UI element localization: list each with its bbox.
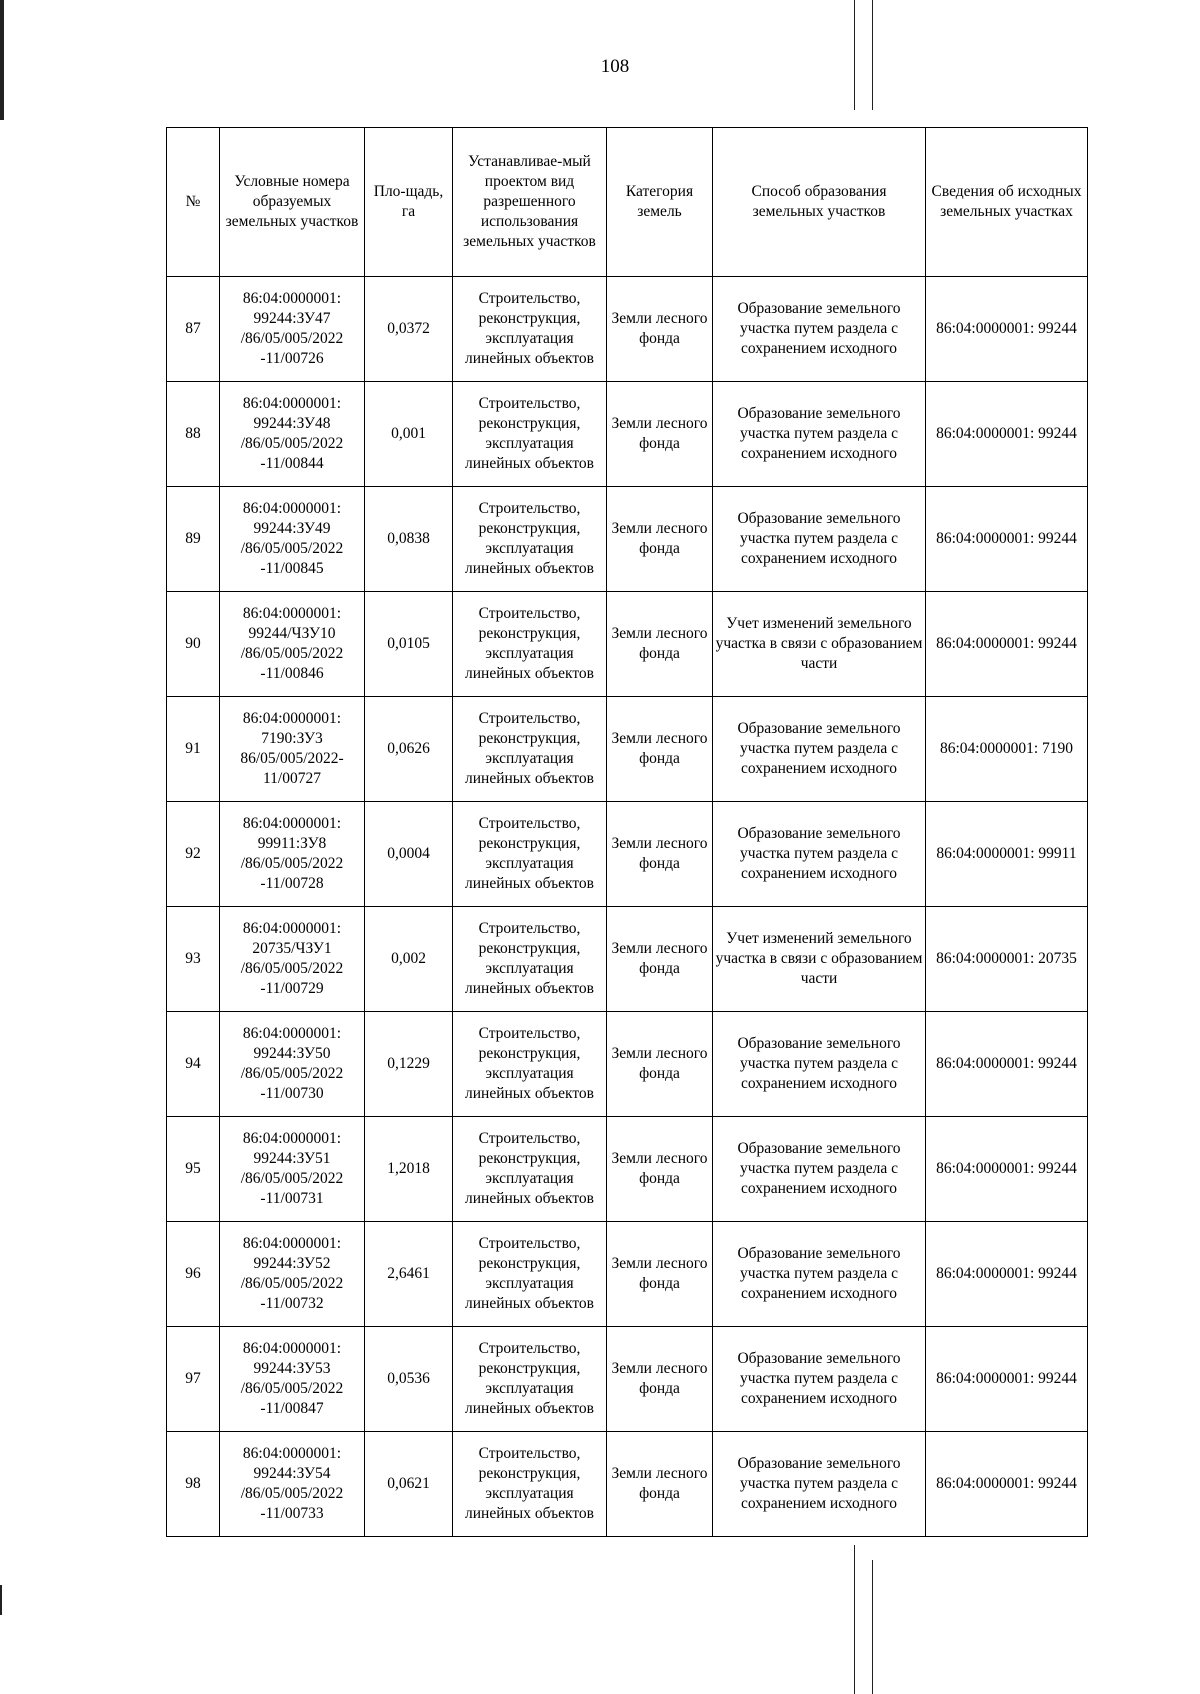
plot-area: 0,0621	[365, 1432, 453, 1537]
permitted-use: Строительство, реконструкция, эксплуатация линейных объектов	[453, 802, 607, 907]
table-row	[167, 697, 1088, 802]
plot-area: 0,0105	[365, 592, 453, 697]
scan-artifact-line	[854, 1545, 855, 1694]
scan-artifact-line	[872, 0, 873, 110]
table-row	[167, 277, 1088, 382]
plot-id: 86:04:0000001: 99244:ЗУ54 /86/05/005/2022 -11/00733	[220, 1432, 365, 1537]
row-number: 91	[167, 697, 220, 802]
header-plot-ids: Условные номера образуемых земельных участков	[220, 128, 365, 277]
formation-method: Образование земельного участка путем раздела с сохранением исходного	[713, 1327, 926, 1432]
land-category: Земли лесного фонда	[607, 1222, 713, 1327]
source-plot: 86:04:0000001: 99244	[926, 1432, 1088, 1537]
plot-id: 86:04:0000001: 99244:ЗУ52 /86/05/005/2022 -11/00732	[220, 1222, 365, 1327]
land-category: Земли лесного фонда	[607, 1117, 713, 1222]
page-number: 108	[600, 56, 630, 77]
land-category: Земли лесного фонда	[607, 907, 713, 1012]
formation-method: Образование земельного участка путем раздела с сохранением исходного	[713, 382, 926, 487]
plot-area: 0,1229	[365, 1012, 453, 1117]
plot-id: 86:04:0000001: 99244:ЗУ53 /86/05/005/2022 -11/00847	[220, 1327, 365, 1432]
plot-area: 0,001	[365, 382, 453, 487]
source-plot: 86:04:0000001: 99244	[926, 487, 1088, 592]
permitted-use: Строительство, реконструкция, эксплуатация линейных объектов	[453, 1327, 607, 1432]
formation-method: Образование земельного участка путем раздела с сохранением исходного	[713, 1117, 926, 1222]
permitted-use: Строительство, реконструкция, эксплуатация линейных объектов	[453, 1222, 607, 1327]
row-number: 97	[167, 1327, 220, 1432]
header-land-category: Категория земель	[607, 128, 713, 277]
header-permitted-use: Устанавливае-мый проектом вид разрешенного использования земельных участков	[453, 128, 607, 277]
formation-method: Образование земельного участка путем раздела с сохранением исходного	[713, 1012, 926, 1117]
row-number: 96	[167, 1222, 220, 1327]
land-category: Земли лесного фонда	[607, 1012, 713, 1117]
row-number: 87	[167, 277, 220, 382]
table-header-row	[167, 128, 1088, 277]
land-plots-table	[166, 127, 1088, 1537]
permitted-use: Строительство, реконструкция, эксплуатация линейных объектов	[453, 907, 607, 1012]
plot-id: 86:04:0000001: 99244/ЧЗУ10 /86/05/005/2022 -11/00846	[220, 592, 365, 697]
source-plot: 86:04:0000001: 99244	[926, 1222, 1088, 1327]
row-number: 92	[167, 802, 220, 907]
formation-method: Образование земельного участка путем раздела с сохранением исходного	[713, 487, 926, 592]
plot-area: 0,0626	[365, 697, 453, 802]
table-row	[167, 1012, 1088, 1117]
permitted-use: Строительство, реконструкция, эксплуатация линейных объектов	[453, 277, 607, 382]
scan-artifact-line	[0, 1585, 2, 1615]
plot-area: 0,0372	[365, 277, 453, 382]
header-formation-method: Способ образования земельных участков	[713, 128, 926, 277]
scan-artifact-line	[872, 1560, 873, 1694]
header-source-plots: Сведения об исходных земельных участках	[926, 128, 1088, 277]
plot-id: 86:04:0000001: 99244:ЗУ51 /86/05/005/2022 -11/00731	[220, 1117, 365, 1222]
plot-id: 86:04:0000001: 99244:ЗУ48 /86/05/005/2022 -11/00844	[220, 382, 365, 487]
plot-area: 0,002	[365, 907, 453, 1012]
table-row	[167, 802, 1088, 907]
permitted-use: Строительство, реконструкция, эксплуатация линейных объектов	[453, 1012, 607, 1117]
plot-area: 0,0536	[365, 1327, 453, 1432]
source-plot: 86:04:0000001: 7190	[926, 697, 1088, 802]
row-number: 94	[167, 1012, 220, 1117]
plot-id: 86:04:0000001: 20735/ЧЗУ1 /86/05/005/2022 -11/00729	[220, 907, 365, 1012]
formation-method: Учет изменений земельного участка в связи с образованием части	[713, 907, 926, 1012]
formation-method: Образование земельного участка путем раздела с сохранением исходного	[713, 277, 926, 382]
land-category: Земли лесного фонда	[607, 1327, 713, 1432]
land-category: Земли лесного фонда	[607, 592, 713, 697]
permitted-use: Строительство, реконструкция, эксплуатация линейных объектов	[453, 382, 607, 487]
source-plot: 86:04:0000001: 99244	[926, 1012, 1088, 1117]
table-row	[167, 592, 1088, 697]
plot-id: 86:04:0000001: 99244:ЗУ47 /86/05/005/2022 -11/00726	[220, 277, 365, 382]
scan-artifact-line	[854, 0, 855, 110]
land-category: Земли лесного фонда	[607, 1432, 713, 1537]
source-plot: 86:04:0000001: 99244	[926, 592, 1088, 697]
source-plot: 86:04:0000001: 99244	[926, 382, 1088, 487]
plot-id: 86:04:0000001: 99244:ЗУ49 /86/05/005/2022 -11/00845	[220, 487, 365, 592]
table-row	[167, 1222, 1088, 1327]
source-plot: 86:04:0000001: 99244	[926, 277, 1088, 382]
land-category: Земли лесного фонда	[607, 277, 713, 382]
formation-method: Образование земельного участка путем раздела с сохранением исходного	[713, 802, 926, 907]
permitted-use: Строительство, реконструкция, эксплуатация линейных объектов	[453, 592, 607, 697]
formation-method: Учет изменений земельного участка в связи с образованием части	[713, 592, 926, 697]
formation-method: Образование земельного участка путем раздела с сохранением исходного	[713, 1222, 926, 1327]
row-number: 89	[167, 487, 220, 592]
permitted-use: Строительство, реконструкция, эксплуатация линейных объектов	[453, 1117, 607, 1222]
plot-area: 1,2018	[365, 1117, 453, 1222]
table-row	[167, 907, 1088, 1012]
plot-area: 0,0838	[365, 487, 453, 592]
row-number: 95	[167, 1117, 220, 1222]
land-category: Земли лесного фонда	[607, 802, 713, 907]
scan-artifact-line	[0, 0, 4, 120]
formation-method: Образование земельного участка путем раздела с сохранением исходного	[713, 1432, 926, 1537]
table-row	[167, 1117, 1088, 1222]
plot-id: 86:04:0000001: 99244:ЗУ50 /86/05/005/2022 -11/00730	[220, 1012, 365, 1117]
plot-id: 86:04:0000001: 7190:ЗУ3 86/05/005/2022- 11/00727	[220, 697, 365, 802]
row-number: 90	[167, 592, 220, 697]
header-area: Пло-щадь, га	[365, 128, 453, 277]
source-plot: 86:04:0000001: 20735	[926, 907, 1088, 1012]
plot-area: 2,6461	[365, 1222, 453, 1327]
formation-method: Образование земельного участка путем раздела с сохранением исходного	[713, 697, 926, 802]
source-plot: 86:04:0000001: 99911	[926, 802, 1088, 907]
land-category: Земли лесного фонда	[607, 697, 713, 802]
row-number: 88	[167, 382, 220, 487]
table-row	[167, 1432, 1088, 1537]
table-row	[167, 382, 1088, 487]
permitted-use: Строительство, реконструкция, эксплуатация линейных объектов	[453, 1432, 607, 1537]
plot-area: 0,0004	[365, 802, 453, 907]
permitted-use: Строительство, реконструкция, эксплуатация линейных объектов	[453, 697, 607, 802]
header-number: №	[167, 128, 220, 277]
source-plot: 86:04:0000001: 99244	[926, 1117, 1088, 1222]
table-row	[167, 487, 1088, 592]
land-category: Земли лесного фонда	[607, 382, 713, 487]
table-row	[167, 1327, 1088, 1432]
row-number: 98	[167, 1432, 220, 1537]
permitted-use: Строительство, реконструкция, эксплуатация линейных объектов	[453, 487, 607, 592]
plot-id: 86:04:0000001: 99911:ЗУ8 /86/05/005/2022 -11/00728	[220, 802, 365, 907]
row-number: 93	[167, 907, 220, 1012]
land-category: Земли лесного фонда	[607, 487, 713, 592]
source-plot: 86:04:0000001: 99244	[926, 1327, 1088, 1432]
